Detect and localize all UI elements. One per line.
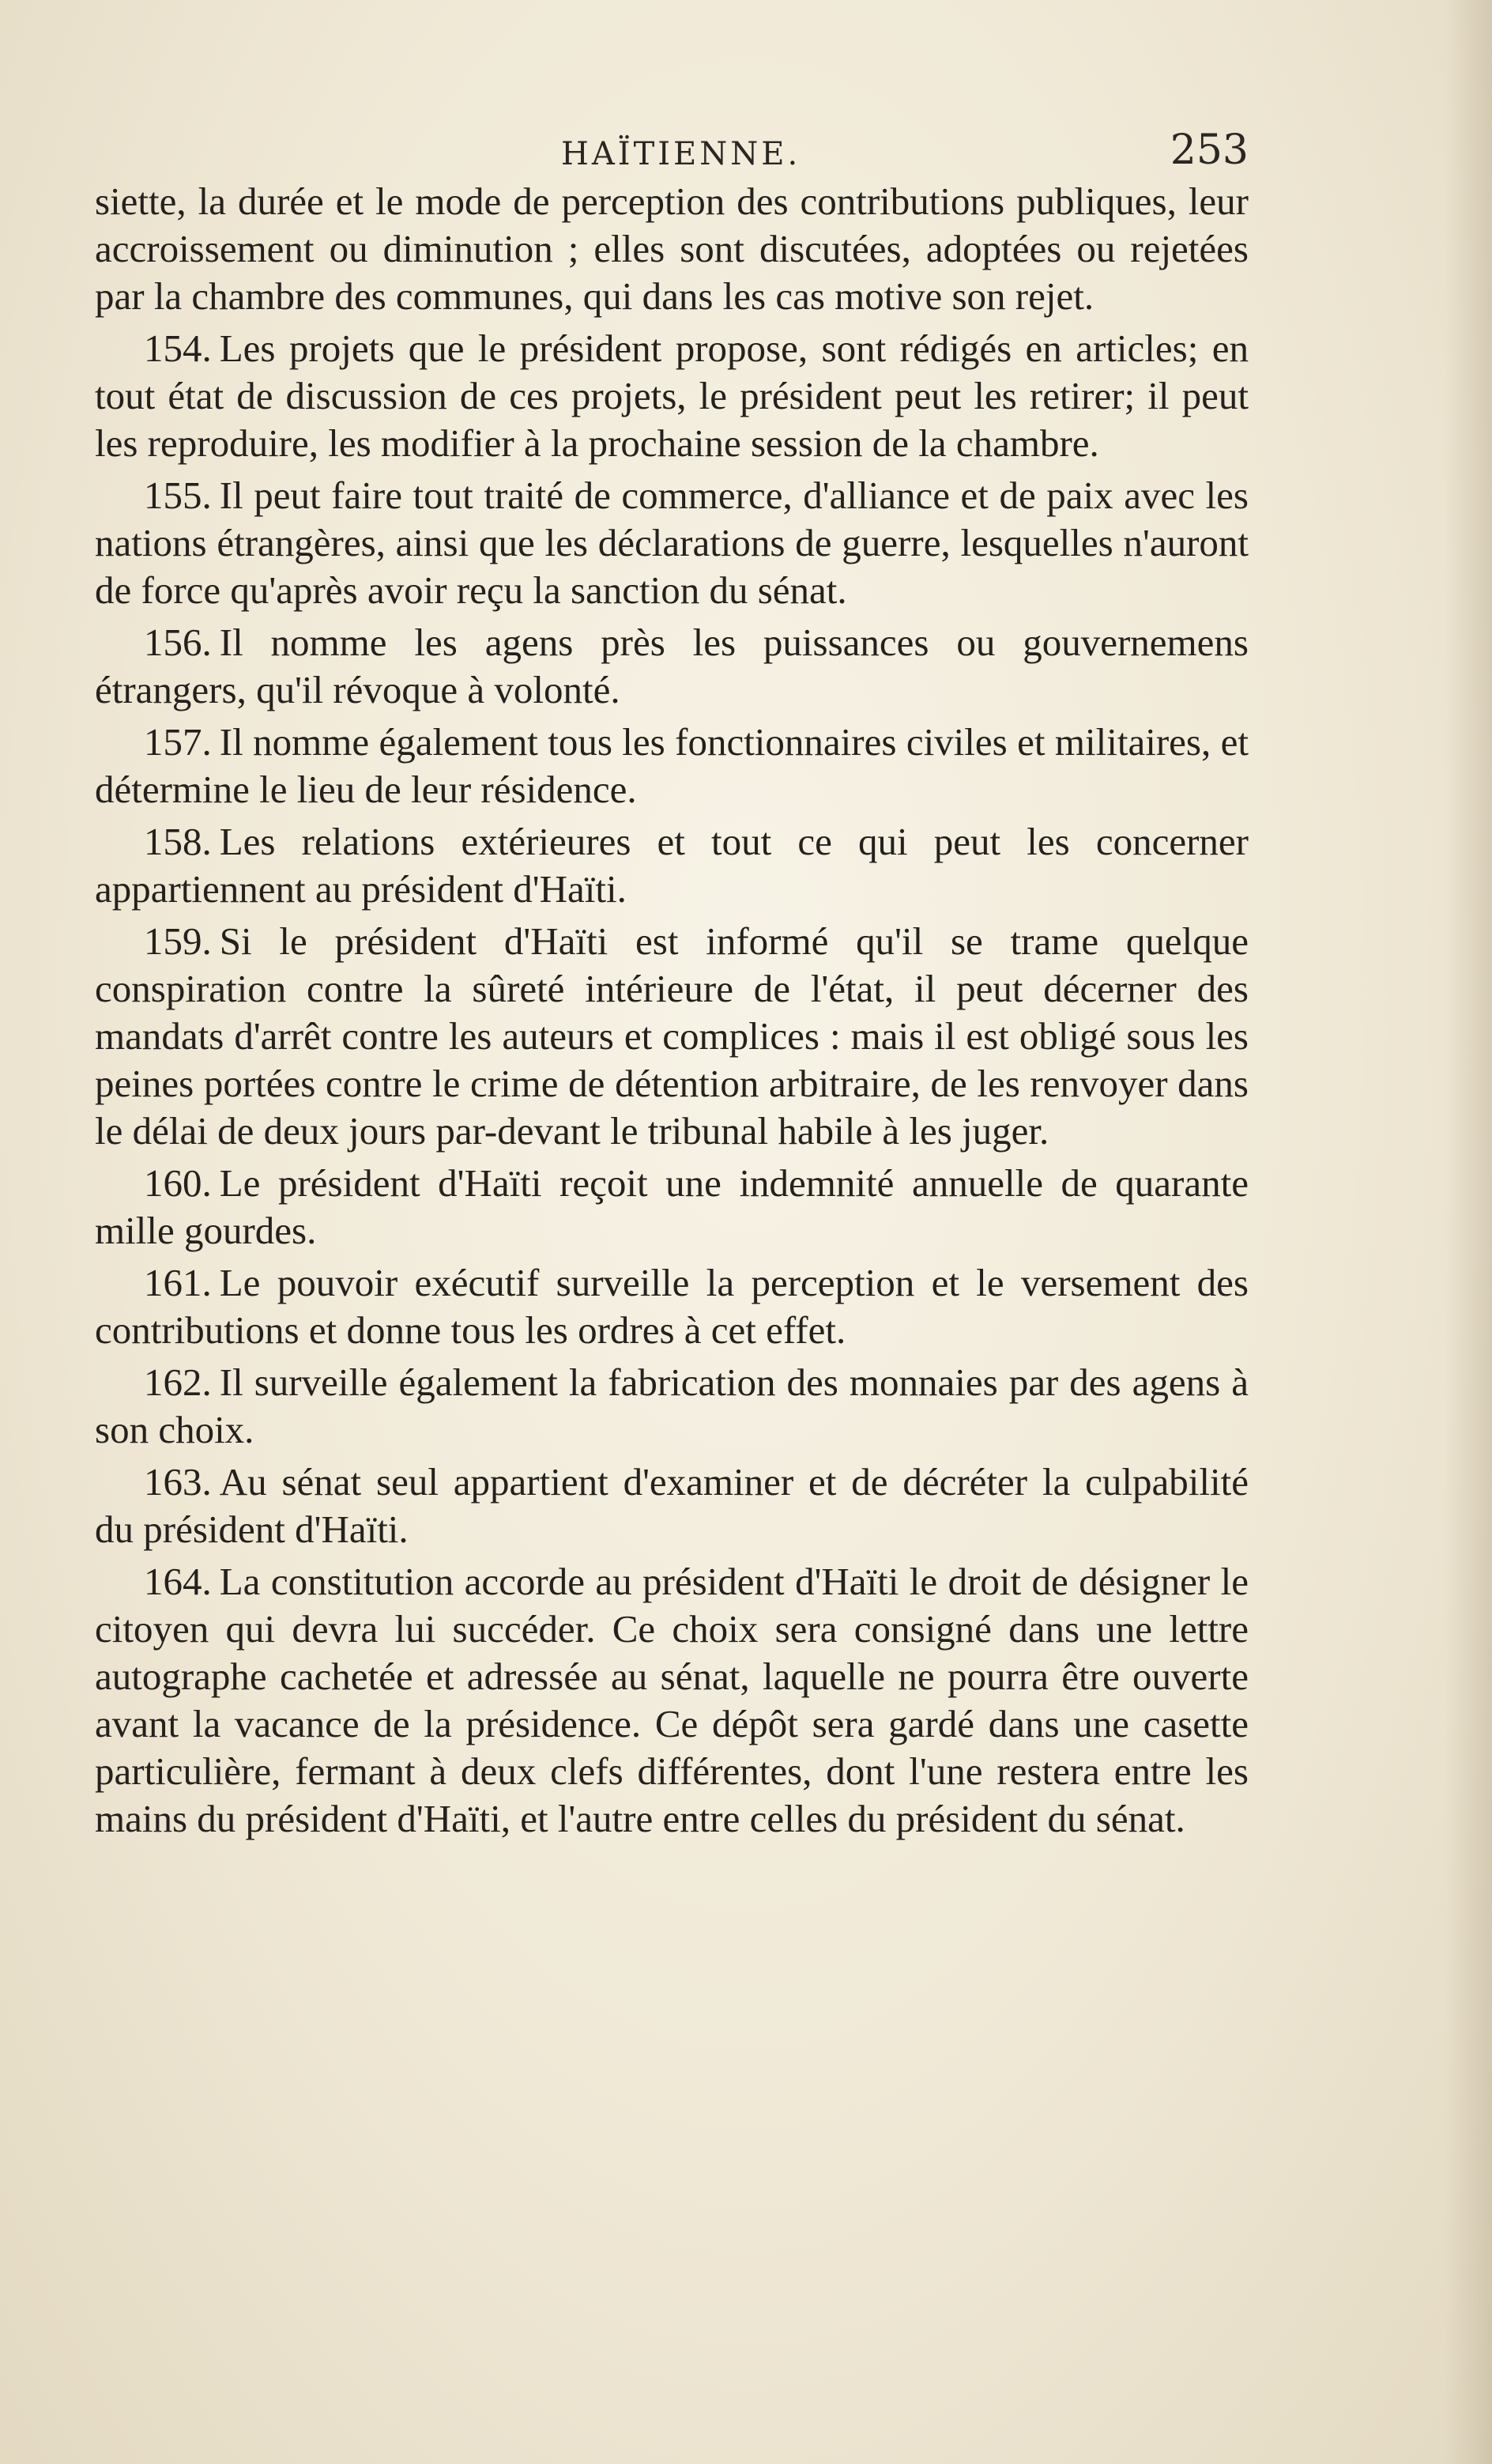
article-number: 157. [144, 720, 212, 764]
article-156 [95, 619, 1249, 714]
paragraph-text: La constitution accorde au président d'Haïti le droit de désigner le citoyen qui devra lui succéder. Ce choix sera consigné dans une lettre autographe cachetée et adressée au sénat, laquelle ne pourra être ouverte avant la vacance de la présidence. Ce dépôt sera gardé dans une casette particulière, fermant à deux clefs différentes, dont l'une restera entre les mains du président d'Haïti, et l'autre entre celles du président du sénat. [95, 1560, 1249, 1840]
article-number: 158. [144, 820, 212, 863]
article-number: 155. [144, 474, 212, 517]
article-number: 161. [144, 1261, 212, 1304]
article-160 [95, 1160, 1249, 1255]
article-161 [95, 1259, 1249, 1354]
paragraph-text: Il nomme également tous les fonctionnaires civiles et militaires, et détermine le lieu de leur résidence. [95, 720, 1249, 811]
paragraph-text: Au sénat seul appartient d'examiner et de décréter la culpabilité du président d'Haïti. [95, 1460, 1249, 1551]
paragraph-continued [95, 178, 1249, 320]
paragraph-text: Le pouvoir exécutif surveille la perception et le versement des contributions et donne tous les ordres à cet effet. [95, 1261, 1249, 1352]
article-number: 163. [144, 1460, 212, 1504]
article-number: 156. [144, 621, 212, 664]
paragraph-text: Il peut faire tout traité de commerce, d'alliance et de paix avec les nations étrangères, ainsi que les déclarations de guerre, lesquelles n'auront de force qu'après avoir reçu la sanction du sénat. [95, 474, 1249, 612]
article-159 [95, 918, 1249, 1155]
article-number: 154. [144, 326, 212, 370]
page-header [95, 126, 1249, 182]
article-number: 164. [144, 1560, 212, 1603]
page-number: 253 [1170, 126, 1249, 174]
article-number: 159. [144, 919, 212, 963]
paragraph-text: Il surveille également la fabrication des monnaies par des agens à son choix. [95, 1360, 1249, 1451]
article-162 [95, 1359, 1249, 1454]
article-163 [95, 1458, 1249, 1553]
article-number: 162. [144, 1360, 212, 1404]
article-155 [95, 472, 1249, 614]
paragraph-text: Le président d'Haïti reçoit une indemnité annuelle de quarante mille gourdes. [95, 1161, 1249, 1252]
article-157 [95, 719, 1249, 813]
article-158 [95, 818, 1249, 913]
paragraph-text: Les relations extérieures et tout ce qui peut les concerner appartiennent au président d'Haïti. [95, 820, 1249, 911]
body-text [95, 178, 1249, 1847]
paragraph-text: Si le président d'Haïti est informé qu'il se trame quelque conspiration contre la sûreté intérieure de l'état, il peut décerner des mandats d'arrêt contre les auteurs et complices : mais il est obligé sous les peines portées contre le crime de détention arbitraire, de les renvoyer dans le délai de deux jours par-devant le tribunal habile à les juger. [95, 919, 1249, 1153]
paragraph-text: Il nomme les agens près les puissances ou gouvernemens étrangers, qu'il révoque à volonté. [95, 621, 1249, 711]
article-number: 160. [144, 1161, 212, 1205]
paragraph-text: siette, la durée et le mode de perception des contributions publiques, leur accroissement ou diminution ; elles sont discutées, adoptées ou rejetées par la chambre des communes, qui dans les cas motive son rejet. [95, 179, 1249, 318]
page-edge-shadow [1445, 0, 1492, 2464]
article-164 [95, 1558, 1249, 1843]
paragraph-text: Les projets que le président propose, sont rédigés en articles; en tout état de discussion de ces projets, le président peut les retirer; il peut les reproduire, les modifier à la prochaine session de la chambre. [95, 326, 1249, 465]
article-154 [95, 325, 1249, 467]
running-head: HAÏTIENNE. [561, 136, 801, 172]
